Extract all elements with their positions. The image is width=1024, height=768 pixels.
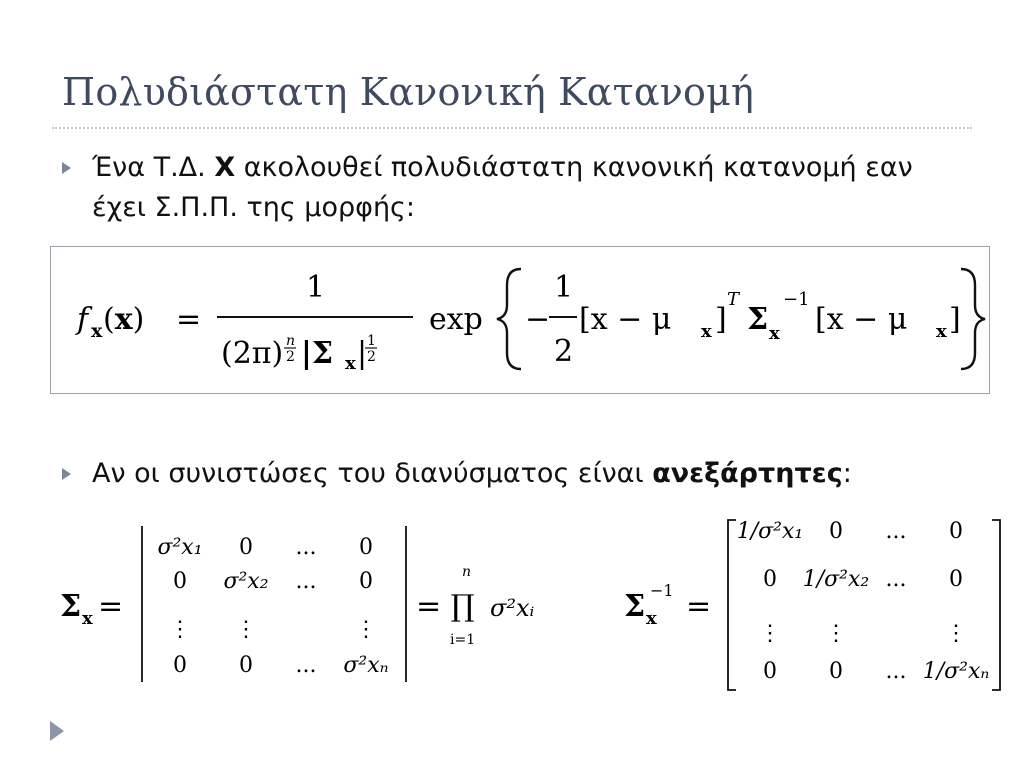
cov-product: = ∏ — [416, 589, 475, 624]
formula-exp-2: 2 — [286, 349, 295, 365]
title-divider — [52, 127, 972, 129]
inv-matrix-cells — [737, 519, 990, 684]
inv-cell-1-2: ... — [885, 567, 907, 592]
cov-cell-3-2: ... — [295, 653, 317, 678]
formula-mu-sub1: x — [701, 321, 712, 342]
formula-transpose: T — [727, 289, 740, 310]
cov-prod-bottom: i=1 — [450, 632, 476, 648]
inv-cell-2-0: ⋮ — [759, 621, 781, 646]
inv-lhs-sub: x — [646, 608, 657, 629]
cov-cell-1-2: ... — [295, 569, 317, 594]
inv-lhs: Σ — [624, 589, 646, 624]
formula-frac-num: 1 — [554, 270, 574, 305]
cov-cell-1-3: 0 — [359, 569, 373, 594]
inv-equals: = — [686, 589, 712, 624]
inv-cell-2-1: ⋮ — [825, 621, 847, 646]
inv-cell-1-3: 0 — [949, 567, 963, 592]
formula-inverse: −1 — [783, 289, 810, 310]
formula-f-sub: x — [91, 320, 103, 342]
cov-cell-2-0: ⋮ — [169, 617, 191, 642]
slide-title: Πολυδιάστατη Κανονική Κατανομή — [62, 70, 754, 114]
cov-prod-top: n — [462, 564, 472, 580]
matrices-svg — [50, 512, 1020, 702]
formula-minus: − — [525, 302, 551, 337]
formula-brace-right — [961, 269, 985, 369]
inv-cell-3-3: 1/σ²xₙ — [922, 659, 990, 684]
inv-cell-3-0: 0 — [763, 659, 777, 684]
covariance-matrices — [50, 512, 1020, 702]
formula-frac-den: 2 — [554, 334, 574, 369]
formula-sigma-sub: x — [769, 323, 780, 344]
bullet-arrow-icon — [62, 162, 71, 174]
bullet1-suffix: ακολουθεί πολυδιάστατη κανονική κατανομή εαν έχει Σ.Π.Π. της μορφής: — [92, 152, 913, 223]
cov-cell-3-1: 0 — [239, 653, 253, 678]
formula-bracket1: [x − μ — [579, 302, 672, 337]
bullet2-prefix: Αν οι συνιστώσες του διανύσματος είναι — [92, 458, 653, 489]
cov-cell-1-0: 0 — [173, 569, 187, 594]
formula-arg: (x) — [103, 302, 145, 337]
formula-sigma-det-sub: x — [345, 353, 356, 374]
bullet2-suffix: : — [842, 458, 852, 489]
inv-cell-0-2: ... — [885, 519, 907, 544]
bullet1-bold: X — [214, 152, 236, 183]
formula-half-num: 1 — [367, 333, 376, 349]
inv-cell-3-1: 0 — [829, 659, 843, 684]
bullet-definition-text — [92, 148, 972, 228]
formula-num: 1 — [306, 270, 326, 305]
formula-mu-sub2: x — [936, 321, 947, 342]
formula-equals: = — [176, 302, 202, 337]
bullet2-bold: ανεξάρτητες — [652, 458, 843, 489]
formula-f: f — [77, 302, 89, 337]
cov-cell-0-3: 0 — [359, 535, 373, 560]
formula-bracket2: [x − μ — [815, 302, 908, 337]
cov-cell-1-1: σ²x₂ — [223, 569, 269, 594]
bullet1-prefix: Ένα Τ.Δ. — [92, 152, 215, 183]
bullet-arrow-icon — [62, 468, 71, 480]
cov-lhs-sub: x — [82, 608, 93, 629]
formula-two-pi: (2π) — [221, 336, 284, 371]
formula-sigma-det: |Σ — [301, 336, 334, 371]
next-slide-arrow-icon[interactable] — [50, 721, 64, 741]
inv-cell-0-3: 0 — [949, 519, 963, 544]
formula-exp-n: n — [286, 333, 296, 349]
formula-bracket1-close: ] — [715, 302, 727, 337]
inv-cell-2-3: ⋮ — [945, 621, 967, 646]
inv-bracket-right — [992, 520, 1000, 690]
formula-brace-left — [497, 269, 521, 369]
cov-equals: = — [98, 589, 124, 624]
cov-prod-term: σ²xᵢ — [490, 594, 535, 622]
cov-matrix-cells — [157, 535, 388, 678]
formula-det-close: | — [357, 336, 368, 371]
inv-cell-0-1: 0 — [829, 519, 843, 544]
cov-cell-2-1: ⋮ — [235, 617, 257, 642]
cov-cell-0-0: σ²x₁ — [157, 535, 203, 560]
formula-bracket2-close: ] — [949, 302, 961, 337]
cov-cell-3-3: σ²xₙ — [343, 653, 389, 678]
formula-sigma: Σ — [747, 302, 769, 337]
inv-cell-1-1: 1/σ²x₂ — [802, 567, 870, 592]
cov-cell-0-2: ... — [295, 535, 317, 560]
inv-cell-1-0: 0 — [763, 567, 777, 592]
cov-lhs: Σ — [60, 589, 82, 624]
inv-cell-3-2: ... — [885, 659, 907, 684]
formula-exp: exp — [429, 302, 483, 337]
cov-cell-2-3: ⋮ — [355, 617, 377, 642]
formula-half-den: 2 — [367, 349, 376, 365]
inv-lhs-sup: −1 — [650, 581, 674, 600]
cov-cell-3-0: 0 — [173, 653, 187, 678]
pdf-formula-box — [50, 246, 990, 394]
pdf-formula — [51, 247, 989, 393]
cov-cell-0-1: 0 — [239, 535, 253, 560]
inv-bracket-left — [728, 520, 736, 690]
inv-cell-0-0: 1/σ²x₁ — [736, 519, 804, 544]
bullet-independence-text — [92, 454, 972, 494]
